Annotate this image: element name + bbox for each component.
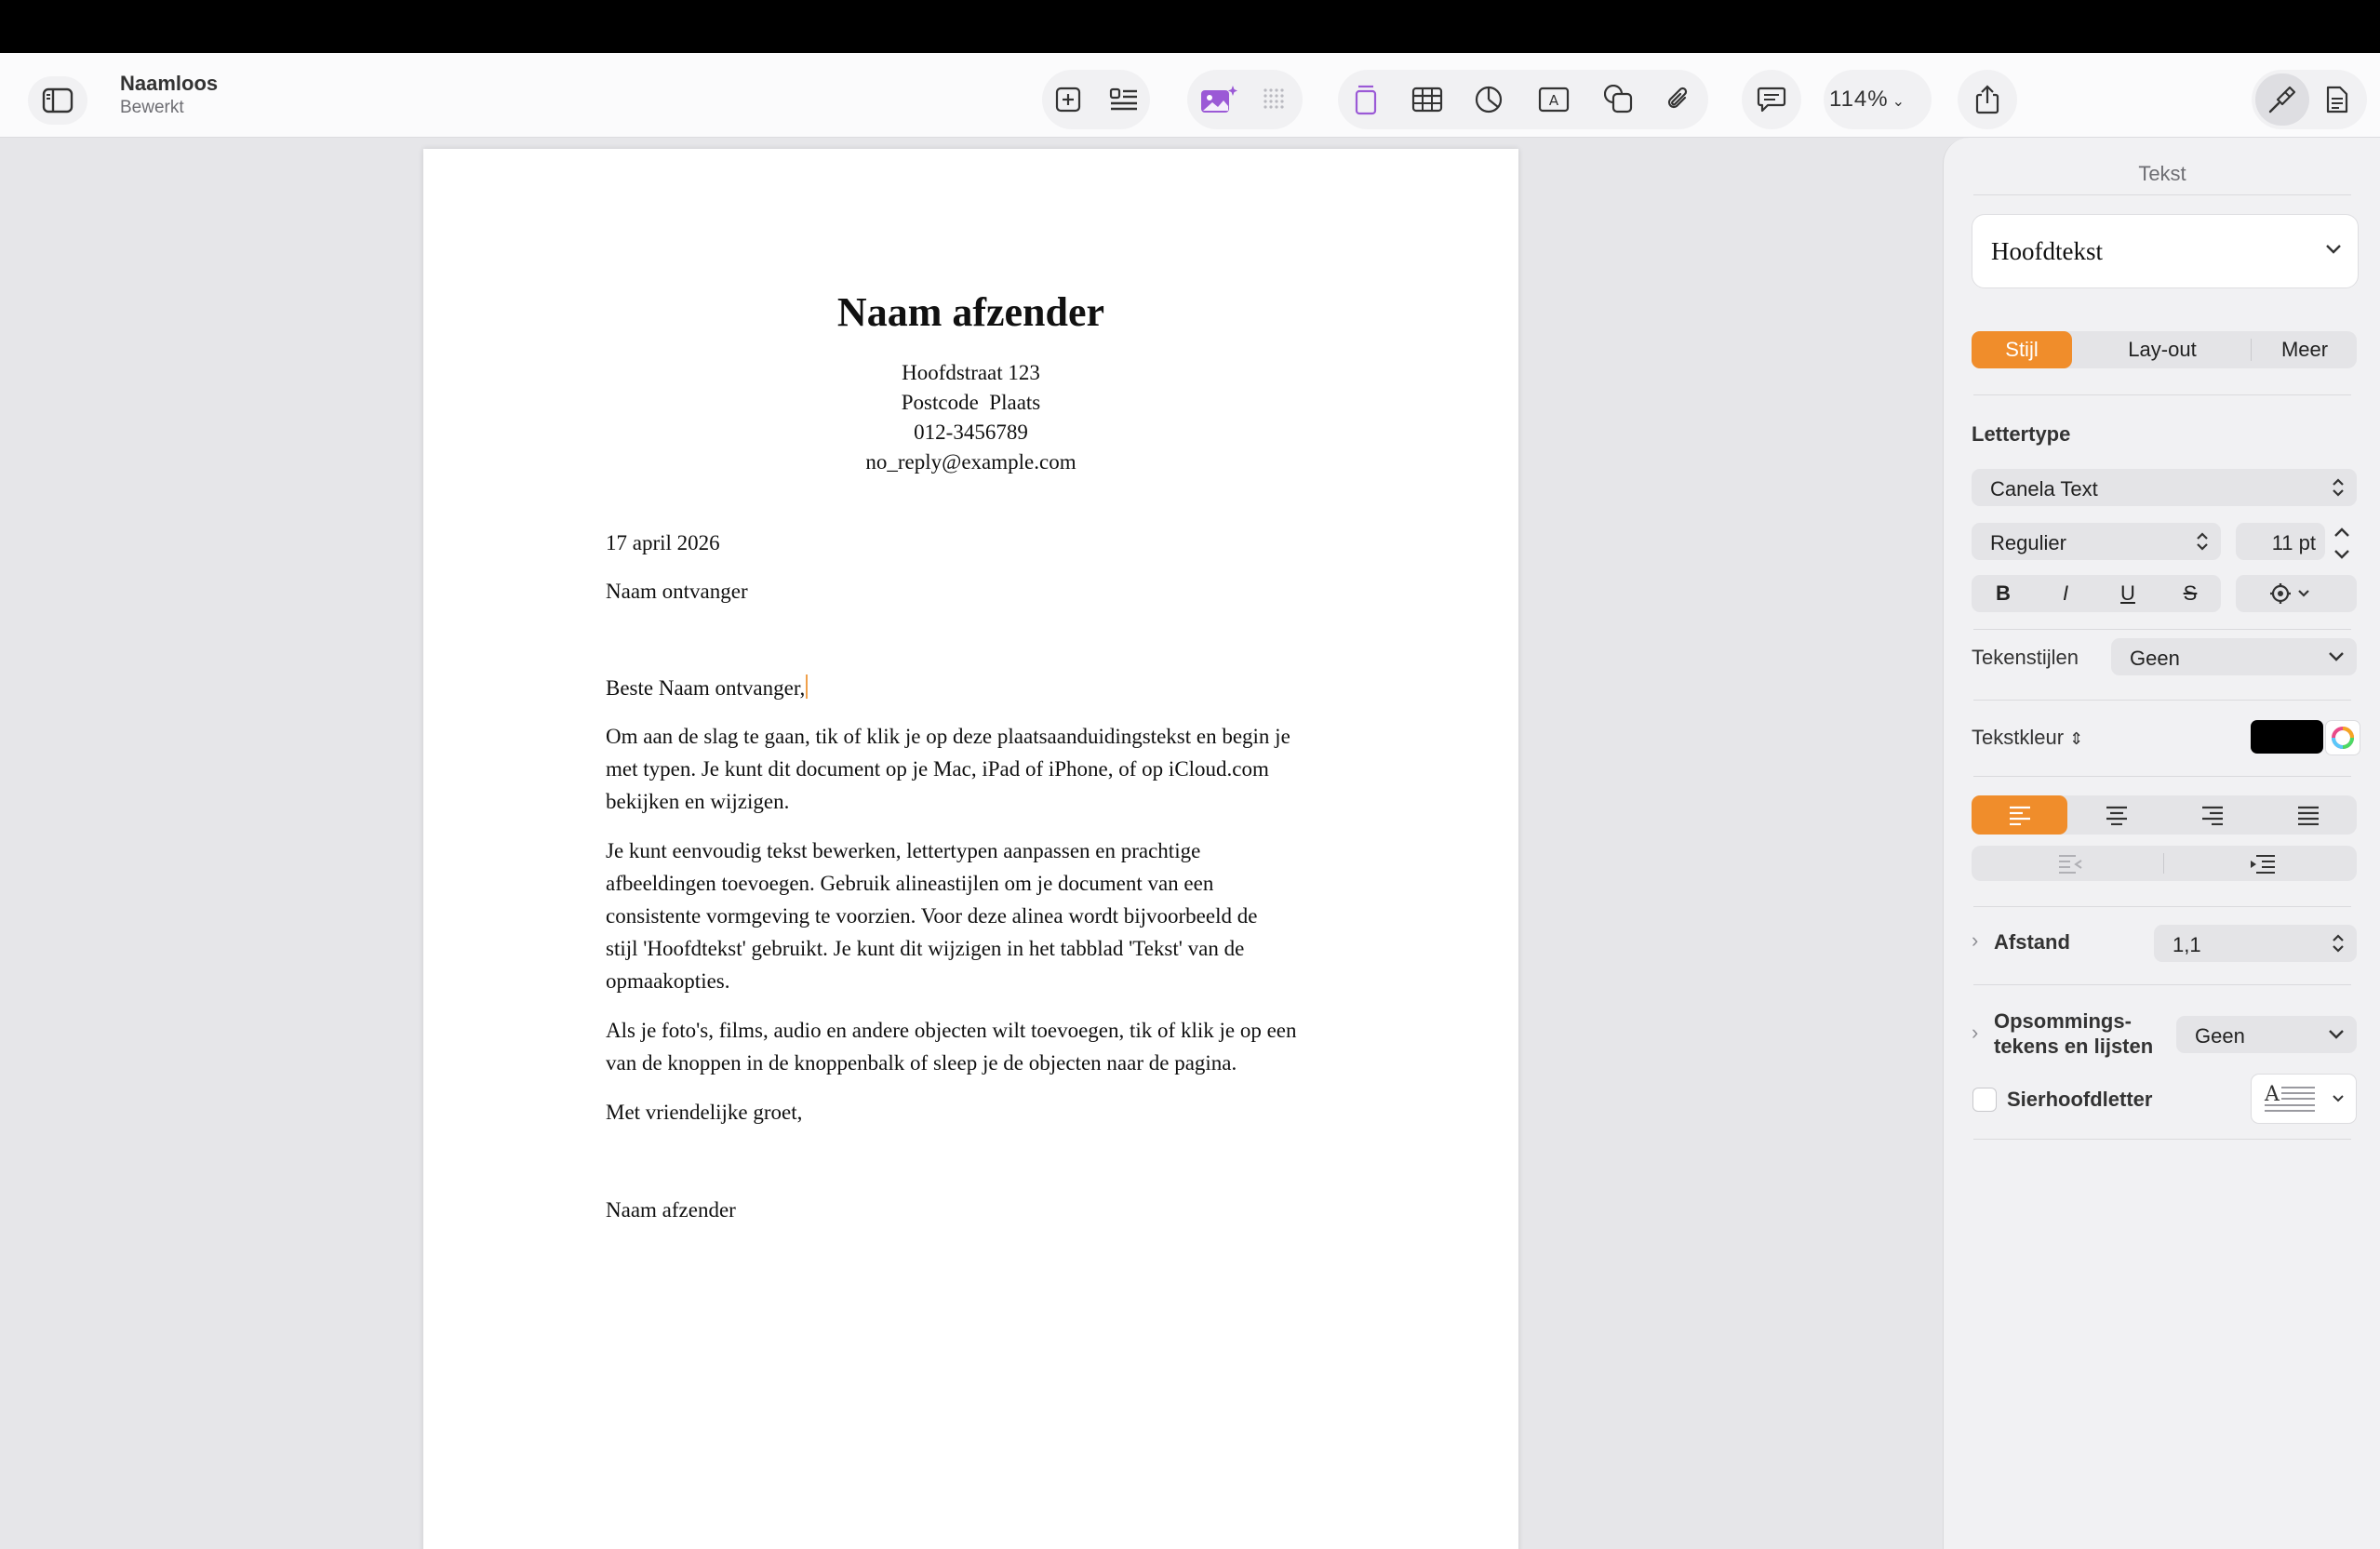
character-styles-label: Tekenstijlen	[1972, 646, 2079, 669]
updown-chevron-icon	[2331, 475, 2346, 500]
document-page[interactable]	[423, 149, 1518, 1549]
align-center-button[interactable]	[2068, 795, 2164, 835]
text-color-label-text: Tekstkleur	[1972, 726, 2065, 749]
paragraph-3-line: van de knoppen in de knoppenbalk of sleep je de objecten naar de pagina.	[606, 1051, 1237, 1075]
letter-date[interactable]: 17 april 2026	[606, 531, 720, 554]
gear-icon	[2269, 582, 2321, 605]
align-left-button[interactable]	[1972, 795, 2067, 835]
document-title[interactable]: Naamloos	[120, 72, 219, 95]
inspector-title: Tekst	[2138, 162, 2186, 185]
table-button[interactable]	[1407, 79, 1448, 120]
updown-chevron-icon: ⇕	[2069, 729, 2084, 748]
signature-name[interactable]: Naam afzender	[606, 1198, 736, 1222]
alignment-control	[1972, 795, 2357, 835]
svg-text:A: A	[2265, 1083, 2280, 1106]
bullets-select[interactable]	[2176, 1016, 2357, 1053]
indent-icon[interactable]	[2249, 853, 2277, 874]
divider	[1973, 984, 2351, 985]
chevron-down-icon: ⌄	[1892, 94, 1906, 110]
chart-icon	[1474, 85, 1504, 114]
shapes-button[interactable]	[1598, 79, 1639, 120]
indent-control	[1972, 846, 2357, 881]
chart-button[interactable]	[1468, 79, 1509, 120]
grid-icon	[1261, 86, 1289, 114]
salutation-text: Beste Naam ontvanger,	[606, 676, 806, 700]
updown-chevron-icon	[2331, 931, 2346, 955]
bookmark-icon	[1353, 84, 1379, 115]
paragraph-2-line: opmaakopties.	[606, 969, 730, 993]
font-family-select[interactable]	[1972, 469, 2357, 506]
comment-button[interactable]	[1751, 79, 1792, 120]
document-canvas[interactable]	[0, 138, 1941, 1549]
divider	[2163, 853, 2164, 874]
chevron-down-icon	[2327, 650, 2346, 663]
paragraph-2-line: stijl 'Hoofdtekst' gebruikt. Je kunt dit wijzigen in het tabblad 'Tekst' van de	[606, 937, 1245, 960]
share-button[interactable]	[1967, 79, 2008, 120]
shapes-icon	[1604, 85, 1634, 114]
bullets-label-line: tekens en lijsten	[1994, 1035, 2154, 1058]
align-left-icon	[2008, 805, 2032, 825]
paragraph-style-menu[interactable]	[1972, 214, 2359, 288]
sender-name-heading[interactable]: Naam afzender	[836, 289, 1105, 335]
add-page-icon	[1054, 86, 1082, 114]
paragraph-style-value: Hoofdtekst	[1991, 237, 2103, 265]
tab-lay-out[interactable]: Lay-out	[2128, 338, 2197, 361]
paragraph-1-line: met typen. Je kunt dit document op je Mac, iPad of iPhone, of op iCloud.com	[606, 757, 1269, 781]
attachment-button[interactable]	[1658, 79, 1699, 120]
paragraph-1[interactable]	[606, 720, 1350, 818]
font-style-select[interactable]	[1972, 523, 2221, 560]
dropcap-checkbox[interactable]	[1972, 1088, 1997, 1112]
align-right-button[interactable]	[2164, 795, 2260, 835]
outdent-icon[interactable]	[2057, 853, 2085, 874]
zoom-value: 114%	[1829, 87, 1889, 112]
character-styles-value: Geen	[2130, 647, 2180, 670]
bold-button[interactable]: B	[1996, 581, 2011, 605]
font-size-value: 11 pt	[2271, 531, 2316, 554]
font-size-field[interactable]	[2236, 523, 2325, 560]
color-wheel-icon	[2332, 727, 2354, 749]
text-list-button[interactable]	[1103, 79, 1144, 120]
chevron-right-icon: ›	[1972, 1021, 1979, 1044]
paragraph-3-line: Als je foto's, films, audio en andere objecten wilt toevoegen, tik of klik je op een	[606, 1019, 1297, 1042]
paragraph-1-line: Om aan de slag te gaan, tik of klik je op deze plaatsaanduidingstekst en begin je	[606, 725, 1290, 748]
phone-number[interactable]: 012-3456789	[914, 421, 1028, 444]
advanced-options-button[interactable]	[2236, 575, 2357, 612]
color-wheel-button[interactable]	[2325, 720, 2360, 755]
text-cursor	[806, 674, 808, 699]
italic-button[interactable]: I	[2062, 581, 2069, 605]
align-justify-icon	[2296, 805, 2320, 825]
font-section-heading: Lettertype	[1972, 422, 2071, 446]
text-list-icon	[1109, 87, 1139, 113]
bullets-value: Geen	[2195, 1024, 2245, 1048]
tab-stijl[interactable]: Stijl	[1972, 331, 2072, 368]
textbox-button[interactable]	[1533, 79, 1574, 120]
email-address[interactable]: no_reply@example.com	[865, 450, 1076, 474]
paragraph-2-line: consistente vormgeving te voorzien. Voor deze alinea wordt bijvoorbeeld de	[606, 904, 1258, 928]
svg-text:A: A	[1548, 92, 1559, 109]
add-page-button[interactable]	[1048, 79, 1089, 120]
character-styles-select[interactable]	[2111, 638, 2357, 675]
format-inspector	[1943, 138, 2380, 1549]
table-icon	[1411, 87, 1443, 113]
bullets-label-line: Opsommings-	[1994, 1009, 2132, 1033]
paragraph-2[interactable]	[606, 835, 1350, 997]
comment-icon	[1757, 86, 1786, 114]
font-style-value: Regulier	[1990, 531, 2066, 554]
underline-button[interactable]: U	[2120, 581, 2135, 605]
dropcap-preview-icon	[2263, 1082, 2347, 1115]
zoom-menu[interactable]	[1829, 87, 1905, 113]
divider	[1973, 1139, 2351, 1140]
sidebar-toggle-button[interactable]	[28, 76, 87, 125]
paragraph-2-line: afbeeldingen toevoegen. Gebruik alineastijlen om je document van een	[606, 872, 1214, 895]
dropcap-label: Sierhoofdletter	[2007, 1088, 2153, 1111]
stepper-icon[interactable]	[2329, 523, 2355, 564]
font-family-value: Canela Text	[1990, 477, 2098, 501]
grid-button[interactable]	[1254, 79, 1295, 120]
sidebar-icon	[42, 87, 74, 114]
spacing-disclosure[interactable]	[1972, 928, 2070, 955]
document-setup-button[interactable]	[2317, 79, 2358, 120]
address-line-2[interactable]: Postcode Plaats	[901, 391, 1041, 414]
text-format-buttons	[1972, 575, 2221, 612]
document-icon	[2325, 85, 2349, 114]
paragraph-3[interactable]	[606, 1014, 1350, 1079]
paragraph-2-line: Je kunt eenvoudig tekst bewerken, lettertypen aanpassen en prachtige	[606, 839, 1201, 862]
format-button[interactable]	[2262, 79, 2303, 120]
align-center-icon	[2105, 805, 2129, 825]
text-color-label[interactable]	[1972, 726, 2083, 750]
spacing-value: 1,1	[2173, 933, 2201, 956]
status-bar	[0, 0, 2380, 53]
image-ai-button[interactable]	[1198, 79, 1239, 120]
image-ai-icon	[1199, 85, 1238, 114]
bookmark-button[interactable]	[1345, 79, 1386, 120]
share-icon	[1973, 84, 2001, 115]
spacing-select[interactable]	[2154, 925, 2357, 962]
format-brush-icon	[2266, 84, 2298, 115]
toolbar	[0, 53, 2380, 138]
paperclip-icon	[1665, 85, 1692, 114]
updown-chevron-icon	[2195, 529, 2210, 554]
chevron-down-icon	[2327, 1028, 2346, 1041]
divider	[1973, 629, 2351, 630]
bullets-disclosure[interactable]	[1972, 1008, 2154, 1059]
spacing-label: Afstand	[1994, 930, 2070, 954]
chevron-down-icon	[2324, 243, 2343, 256]
divider	[1973, 700, 2351, 701]
divider	[1973, 194, 2351, 195]
dropcap-style-select[interactable]	[2251, 1074, 2357, 1124]
align-right-icon	[2200, 805, 2225, 825]
closing[interactable]: Met vriendelijke groet,	[606, 1101, 803, 1124]
tab-meer[interactable]: Meer	[2251, 339, 2358, 361]
textbox-icon	[1538, 87, 1570, 113]
align-justify-button[interactable]	[2260, 795, 2356, 835]
inspector-tabs	[1972, 331, 2357, 368]
recipient-name[interactable]: Naam ontvanger	[606, 580, 748, 603]
toolbar-group-objects	[1338, 70, 1708, 129]
paragraph-1-line: bekijken en wijzigen.	[606, 790, 790, 813]
salutation[interactable]	[606, 672, 1350, 704]
text-color-swatch[interactable]	[2251, 720, 2323, 754]
address-line-1[interactable]: Hoofdstraat 123	[902, 361, 1040, 384]
divider	[1973, 776, 2351, 777]
divider	[1973, 394, 2351, 395]
strikethrough-button[interactable]: S	[2183, 581, 2198, 605]
divider	[1973, 906, 2351, 907]
chevron-right-icon: ›	[1972, 928, 1979, 952]
document-status: Bewerkt	[120, 98, 184, 117]
